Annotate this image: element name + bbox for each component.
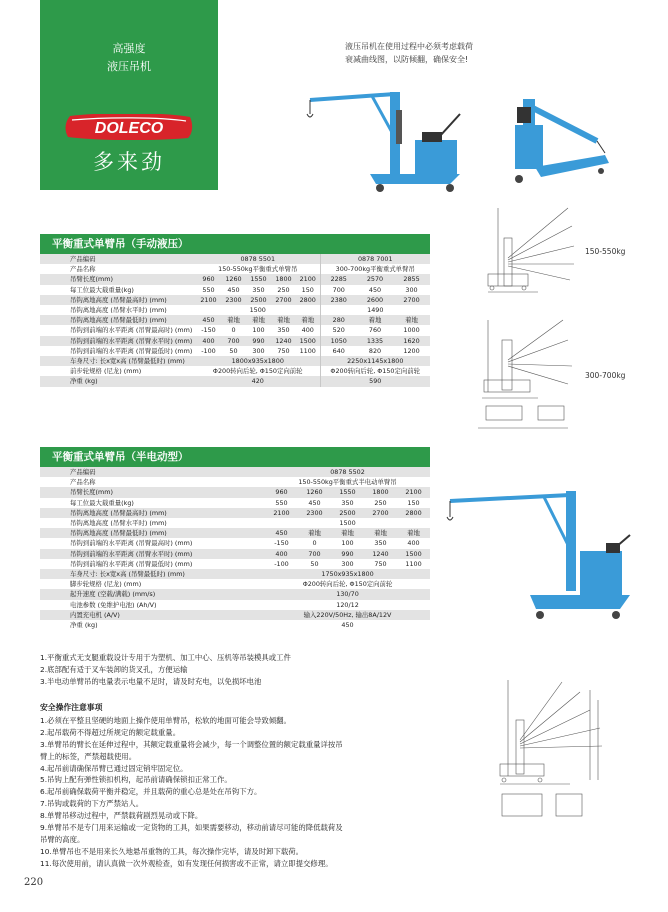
row-label: 吊钩离地高度 (吊臂水平时) (mm) bbox=[40, 518, 265, 528]
table-row bbox=[40, 315, 430, 325]
safety-item: 9.单臂吊不是专门用来运输或一定货物的工具，如果需要移动，移动前请尽可能的降低载荷及 bbox=[40, 823, 343, 833]
table-cell: 100 bbox=[331, 538, 364, 548]
table-cell: 700 bbox=[320, 285, 357, 295]
table-cell: 990 bbox=[246, 336, 271, 346]
table-cell: 2600 bbox=[357, 295, 393, 305]
row-label: 吊臂长度(mm) bbox=[40, 487, 265, 497]
table-cell: 1500 bbox=[196, 305, 320, 315]
table-cell: 150 bbox=[296, 285, 320, 295]
table-cell: 400 bbox=[265, 549, 298, 559]
table-cell: 1550 bbox=[246, 274, 271, 284]
table-cell: 700 bbox=[298, 549, 331, 559]
table-cell: 1100 bbox=[296, 346, 320, 356]
safety-notes bbox=[40, 702, 490, 870]
safety-item: 6.起吊前确保载荷平衡并稳定，并且载荷的重心总是处在吊钩下方。 bbox=[40, 787, 262, 797]
table-cell: 1800 bbox=[271, 274, 296, 284]
row-label: 车身尺寸: 长x宽x高 (吊臂最低时) (mm) bbox=[40, 569, 265, 579]
section-manual-title: 平衡重式单臂吊（手动液压） bbox=[40, 234, 430, 254]
safety-item: 5.吊钩上配有弹性锁扣机构，起吊前请确保锁扣正常工作。 bbox=[40, 775, 232, 785]
safety-item: 7.吊钩或载荷的下方严禁站人。 bbox=[40, 799, 144, 809]
section-semi-electric-title: 平衡重式单臂吊（半电动型） bbox=[40, 447, 430, 467]
feature-item: 1.平衡重式无支腿重载设计专用于为塑机、加工中心、压机等吊装模具或工件 bbox=[40, 653, 291, 662]
table-cell: 1100 bbox=[397, 559, 430, 569]
table-cell: 2570 bbox=[357, 274, 393, 284]
table-cell: 590 bbox=[320, 376, 430, 386]
table-cell: 2500 bbox=[331, 508, 364, 518]
table-cell: 2100 bbox=[296, 274, 320, 284]
table-cell: 0878 7001 bbox=[320, 254, 430, 264]
table-row bbox=[40, 610, 430, 620]
doleco-logo bbox=[62, 114, 196, 140]
safety-item: 吊臂的高度。 bbox=[40, 834, 85, 844]
table-cell: 960 bbox=[196, 274, 221, 284]
row-label: 内置充电机 (A/V) bbox=[40, 610, 265, 620]
table-cell: 2300 bbox=[221, 295, 246, 305]
table-row bbox=[40, 356, 430, 366]
safety-item: 2.起吊载荷不得超过所规定的额定载重量。 bbox=[40, 727, 181, 737]
side-label-bottom: 300-700kg bbox=[585, 371, 626, 380]
spec-table-manual bbox=[40, 254, 430, 387]
table-row bbox=[40, 579, 430, 589]
table-cell: 1240 bbox=[364, 549, 397, 559]
table-cell: 2250x1145x1800 bbox=[320, 356, 430, 366]
table-row bbox=[40, 569, 430, 579]
table-cell: 700 bbox=[221, 336, 246, 346]
side-label-top: 150-550kg bbox=[585, 247, 626, 256]
table-cell: 着地 bbox=[246, 315, 271, 325]
table-cell: -150 bbox=[196, 325, 221, 335]
table-cell: 着地 bbox=[364, 528, 397, 538]
table-cell: 350 bbox=[271, 325, 296, 335]
row-label: 电池参数 (免维护电池) (Ah/V) bbox=[40, 600, 265, 610]
row-label: 吊臂长度(mm) bbox=[40, 274, 196, 284]
safety-item: 8.单臂吊移动过程中，严禁载荷剧烈晃动或下降。 bbox=[40, 811, 203, 821]
table-cell: 2380 bbox=[320, 295, 357, 305]
table-cell: 150 bbox=[397, 498, 430, 508]
row-label: 吊钩到前端的水平距离 (吊臂最高时) (mm) bbox=[40, 538, 265, 548]
row-label: 吊钩离地高度 (吊臂最低时) (mm) bbox=[40, 528, 265, 538]
warning-line-1: 液压吊机在使用过程中必须考虑载荷 bbox=[345, 42, 473, 51]
safety-item: 10.单臂吊也不是用来长久地悬吊重物的工具，每次操作完毕，请及时卸下载荷。 bbox=[40, 846, 304, 856]
table-cell: 450 bbox=[357, 285, 393, 295]
safety-title: 安全操作注意事项 bbox=[40, 703, 103, 712]
drawing-150-550 bbox=[468, 198, 583, 298]
table-cell: 2855 bbox=[393, 274, 430, 284]
table-row bbox=[40, 528, 430, 538]
table-cell: 1200 bbox=[393, 346, 430, 356]
table-cell: -100 bbox=[196, 346, 221, 356]
table-cell: 350 bbox=[364, 538, 397, 548]
table-cell: Φ200转向后轮, Φ150定向前轮 bbox=[265, 579, 430, 589]
table-cell: 1800 bbox=[364, 487, 397, 497]
table-row bbox=[40, 559, 430, 569]
feature-item: 3.半电动单臂吊的电量表示电量不足时，请及时充电，以免损坏电池 bbox=[40, 676, 262, 686]
table-cell: 250 bbox=[364, 498, 397, 508]
table-cell: 着地 bbox=[331, 528, 364, 538]
table-cell: 450 bbox=[221, 285, 246, 295]
safety-item: 1.必须在平整且坚硬的地面上操作使用单臂吊，松软的地面可能会导致倾翻。 bbox=[40, 715, 291, 725]
table-cell: 着地 bbox=[271, 315, 296, 325]
svg-text:DOLECO: DOLECO bbox=[94, 120, 164, 137]
section-manual bbox=[40, 234, 430, 387]
row-label: 吊钩离地高度 (吊臂最高时) (mm) bbox=[40, 295, 196, 305]
brand-block bbox=[40, 0, 218, 190]
table-cell: 50 bbox=[298, 559, 331, 569]
table-row bbox=[40, 508, 430, 518]
row-label: 净重 (kg) bbox=[40, 376, 196, 386]
table-row bbox=[40, 498, 430, 508]
table-cell: 输入220V/50Hz, 输出8A/12V bbox=[265, 610, 430, 620]
table-row bbox=[40, 477, 430, 487]
safety-item: 臂上的标签，严禁超载使用。 bbox=[40, 751, 137, 761]
table-cell: 1620 bbox=[393, 336, 430, 346]
row-label: 吊钩到前端的水平距离 (吊臂最高时) (mm) bbox=[40, 325, 196, 335]
table-cell: -150 bbox=[265, 538, 298, 548]
table-cell: 1490 bbox=[320, 305, 430, 315]
table-cell: 300 bbox=[393, 285, 430, 295]
table-cell: 400 bbox=[296, 325, 320, 335]
row-label: 吊钩离地高度 (吊臂最高时) (mm) bbox=[40, 508, 265, 518]
section-semi-electric bbox=[40, 447, 430, 630]
row-label: 每工位最大载重量(kg) bbox=[40, 498, 265, 508]
table-cell: 着地 bbox=[221, 315, 246, 325]
page-number: 220 bbox=[24, 877, 44, 888]
table-cell: 0878 5502 bbox=[265, 467, 430, 477]
table-cell: 750 bbox=[271, 346, 296, 356]
table-cell: 0 bbox=[298, 538, 331, 548]
table-cell: 640 bbox=[320, 346, 357, 356]
table-cell: 0878 5501 bbox=[196, 254, 320, 264]
table-cell: 750 bbox=[364, 559, 397, 569]
table-cell: 2700 bbox=[271, 295, 296, 305]
table-row bbox=[40, 305, 430, 315]
table-cell: 250 bbox=[271, 285, 296, 295]
table-cell: 1240 bbox=[271, 336, 296, 346]
row-label: 吊钩到前端的水平距离 (吊臂水平时) (mm) bbox=[40, 549, 265, 559]
safety-item: 3.单臂吊的臂长在延伸过程中，其额定载重量将会减少，每一个调整位置的额定载重量详按吊 bbox=[40, 739, 343, 749]
table-cell: 2800 bbox=[397, 508, 430, 518]
row-label: 每工位最大载重量(kg) bbox=[40, 285, 196, 295]
table-cell: 50 bbox=[221, 346, 246, 356]
table-cell: 0 bbox=[221, 325, 246, 335]
brand-line-1: 高强度 bbox=[112, 42, 146, 55]
row-label: 车身尺寸: 长x宽x高 (吊臂最低时) (mm) bbox=[40, 356, 196, 366]
table-cell: 280 bbox=[320, 315, 357, 325]
drawing-semi-electric bbox=[490, 670, 625, 830]
warning-text bbox=[345, 40, 510, 66]
table-cell: 2800 bbox=[296, 295, 320, 305]
table-cell: 2300 bbox=[298, 508, 331, 518]
table-cell: 着地 bbox=[296, 315, 320, 325]
row-label: 吊钩离地高度 (吊臂水平时) (mm) bbox=[40, 305, 196, 315]
table-cell: 120/12 bbox=[265, 600, 430, 610]
safety-item: 11.每次使用前，请认真做一次外观检查，如有发现任何损害或不正常，请立即提交修理。 bbox=[40, 858, 333, 868]
table-cell: 350 bbox=[331, 498, 364, 508]
row-label: 吊钩到前端的水平距离 (吊臂水平时) (mm) bbox=[40, 336, 196, 346]
table-cell: 300 bbox=[331, 559, 364, 569]
table-cell: 1500 bbox=[265, 518, 430, 528]
table-cell: 450 bbox=[265, 620, 430, 630]
table-row bbox=[40, 264, 430, 274]
row-label: 产品名称 bbox=[40, 477, 265, 487]
table-cell: 着地 bbox=[393, 315, 430, 325]
table-row bbox=[40, 346, 430, 356]
table-cell: 1550 bbox=[331, 487, 364, 497]
table-cell: 420 bbox=[196, 376, 320, 386]
table-cell: 1260 bbox=[298, 487, 331, 497]
table-cell: 300 bbox=[246, 346, 271, 356]
row-label: 吊钩到前端的水平距离 (吊臂最低时) (mm) bbox=[40, 559, 265, 569]
table-row bbox=[40, 589, 430, 599]
table-cell: 着地 bbox=[357, 315, 393, 325]
table-cell: 820 bbox=[357, 346, 393, 356]
table-cell: 450 bbox=[265, 528, 298, 538]
table-row bbox=[40, 487, 430, 497]
table-cell: 150-550kg平衡重式半电动单臂吊 bbox=[265, 477, 430, 487]
table-cell: 1335 bbox=[357, 336, 393, 346]
row-label: 产品名称 bbox=[40, 264, 196, 274]
table-cell: 1500 bbox=[296, 336, 320, 346]
table-cell: 130/70 bbox=[265, 589, 430, 599]
safety-item: 4.起吊前请确保吊臂已通过固定销牢固定位。 bbox=[40, 763, 188, 773]
row-label: 净重 (kg) bbox=[40, 620, 265, 630]
table-row bbox=[40, 336, 430, 346]
table-cell: 1500 bbox=[397, 549, 430, 559]
table-cell: 960 bbox=[265, 487, 298, 497]
table-row bbox=[40, 467, 430, 477]
brand-name-cn: 多来劲 bbox=[93, 150, 165, 174]
table-row bbox=[40, 285, 430, 295]
row-label: 产品编码 bbox=[40, 254, 196, 264]
large-crane-image bbox=[505, 85, 620, 190]
table-cell: 450 bbox=[196, 315, 221, 325]
table-row bbox=[40, 600, 430, 610]
table-row bbox=[40, 620, 430, 630]
table-cell: Φ200转向后轮, Φ150定向前轮 bbox=[196, 366, 320, 376]
table-row bbox=[40, 274, 430, 284]
table-cell: 760 bbox=[357, 325, 393, 335]
table-row bbox=[40, 325, 430, 335]
table-cell: -100 bbox=[265, 559, 298, 569]
table-cell: 1260 bbox=[221, 274, 246, 284]
row-label: 吊钩到前端的水平距离 (吊臂最低时) (mm) bbox=[40, 346, 196, 356]
table-cell: 350 bbox=[246, 285, 271, 295]
row-label: 前步轮规格 (尼龙) (mm) bbox=[40, 366, 196, 376]
table-cell: 300-700kg平衡重式单臂吊 bbox=[320, 264, 430, 274]
table-cell: 400 bbox=[196, 336, 221, 346]
table-cell: 1050 bbox=[320, 336, 357, 346]
table-cell: 2500 bbox=[246, 295, 271, 305]
table-cell: 450 bbox=[298, 498, 331, 508]
table-cell: 550 bbox=[265, 498, 298, 508]
table-cell: 2100 bbox=[265, 508, 298, 518]
table-cell: 1800x935x1800 bbox=[196, 356, 320, 366]
semi-electric-crane-image bbox=[440, 485, 640, 635]
table-cell: 2700 bbox=[364, 508, 397, 518]
table-cell: 2100 bbox=[397, 487, 430, 497]
row-label: 产品编码 bbox=[40, 467, 265, 477]
table-cell: 2100 bbox=[196, 295, 221, 305]
table-cell: 着地 bbox=[397, 528, 430, 538]
manual-crane-image bbox=[300, 88, 470, 194]
table-cell: 520 bbox=[320, 325, 357, 335]
table-row bbox=[40, 518, 430, 528]
table-row bbox=[40, 254, 430, 264]
table-cell: 990 bbox=[331, 549, 364, 559]
table-cell: Φ200转向后轮, Φ150定向前轮 bbox=[320, 366, 430, 376]
feature-item: 2.底部配有适于叉车装卸的货叉孔，方便运输 bbox=[40, 664, 188, 674]
table-cell: 着地 bbox=[298, 528, 331, 538]
table-cell: 400 bbox=[397, 538, 430, 548]
table-cell: 1750x935x1800 bbox=[265, 569, 430, 579]
table-row bbox=[40, 366, 430, 376]
row-label: 起升速度 (空载/满载) (mm/s) bbox=[40, 589, 265, 599]
table-cell: 550 bbox=[196, 285, 221, 295]
table-cell: 2700 bbox=[393, 295, 430, 305]
brand-line-2: 液压吊机 bbox=[107, 60, 151, 73]
table-row bbox=[40, 295, 430, 305]
drawing-300-700 bbox=[468, 310, 583, 440]
features-list bbox=[40, 652, 490, 688]
warning-line-2: 衰减曲线图，以防倾翻，确保安全! bbox=[345, 55, 469, 64]
row-label: 脚步轮规格 (尼龙) (mm) bbox=[40, 579, 265, 589]
table-row bbox=[40, 549, 430, 559]
spec-table-semi-electric bbox=[40, 467, 430, 630]
table-row bbox=[40, 538, 430, 548]
table-row bbox=[40, 376, 430, 386]
table-cell: 150-550kg平衡重式单臂吊 bbox=[196, 264, 320, 274]
table-cell: 1000 bbox=[393, 325, 430, 335]
row-label: 吊钩离地高度 (吊臂最低时) (mm) bbox=[40, 315, 196, 325]
table-cell: 2285 bbox=[320, 274, 357, 284]
table-cell: 100 bbox=[246, 325, 271, 335]
